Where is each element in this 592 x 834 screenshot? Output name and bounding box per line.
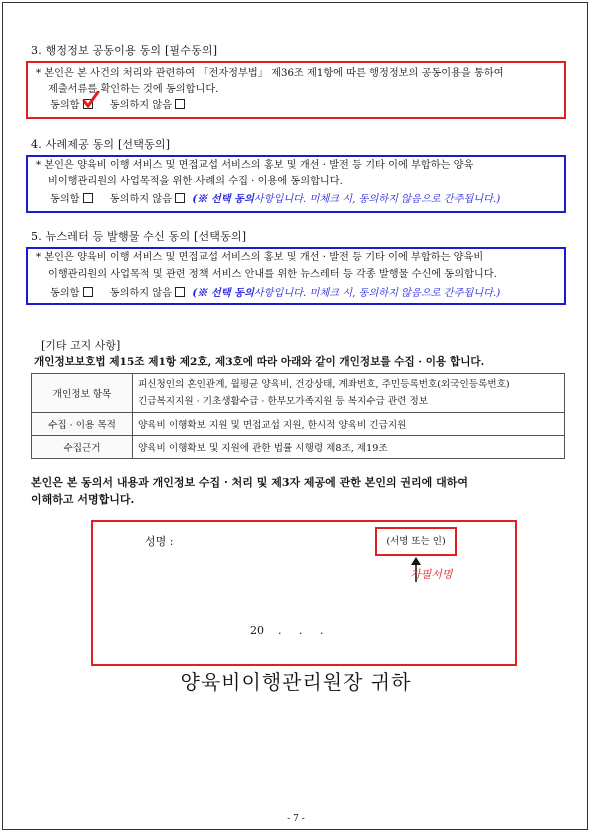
disagree-label: 동의하지 않음: [109, 288, 173, 299]
row-head: 개인정보 항목: [32, 374, 133, 413]
row-head: 수집 · 이용 목적: [32, 413, 133, 436]
notice-law-line: 개인정보보호법 제15조 제1항 제2호, 제3호에 따라 아래와 같이 개인정보를 수집 · 이용 합니다.: [34, 356, 485, 368]
handwritten-signature-label: 자필서명: [410, 568, 453, 581]
section-5-text-line2: 이행관리원의 사업목적 및 관련 정책 서비스 안내를 위한 뉴스레터 등 각종 발행물 수신에 동의합니다.: [48, 269, 497, 280]
disagree-checkbox[interactable]: [175, 99, 185, 109]
optional-consent-note: (※ 선택 동의사항입니다. 미체크 시, 동의하지 않음으로 간주됩니다.): [192, 287, 501, 299]
agree-label: 동의함: [50, 100, 80, 111]
row-value-line1: 피신청인의 혼인관계, 월평균 양육비, 건강상태, 계좌번호, 주민등록번호(외국인등록번호): [138, 379, 510, 390]
name-field[interactable]: [180, 528, 360, 550]
optional-consent-note: (※ 선택 동의사항입니다. 미체크 시, 동의하지 않음으로 간주됩니다.): [192, 193, 501, 205]
section-4-text-line1: * 본인은 양육비 이행 서비스 및 면접교섭 서비스의 홍보 및 개선 · 발전 등 기타 이에 부합하는 양육: [36, 160, 474, 171]
page-number: - 7 -: [287, 814, 305, 824]
table-row: [32, 436, 565, 459]
row-value-line2: 긴급복지지원 · 기초생활수급 · 한부모가족지원 등 복지수급 관련 정보: [138, 396, 428, 407]
consent-statement-line2: 이해하고 서명합니다.: [31, 493, 135, 506]
agree-label: 동의함: [50, 288, 80, 299]
section-4-title: 4. 사례제공 동의 [선택동의]: [31, 138, 171, 151]
section-3-options: [50, 99, 185, 113]
addressee-title: 양육비이행관리원장 귀하: [180, 670, 412, 694]
table-row: [32, 413, 565, 436]
section-3-text-line1: * 본인은 본 사건의 처리와 관련하여 「전자정부법」 제36조 제1항에 따른 행정정보의 공동이용을 통하여: [36, 68, 504, 79]
agree-checkbox[interactable]: [83, 99, 93, 109]
sign-hint: (서명 또는 인): [386, 536, 446, 547]
disagree-checkbox[interactable]: [175, 287, 185, 297]
date-field[interactable]: 20 . . .: [250, 624, 324, 637]
checkmark-icon: [82, 91, 100, 109]
agree-checkbox[interactable]: [83, 193, 93, 203]
name-label: 성명 :: [145, 535, 174, 548]
row-head: 수집근거: [32, 436, 133, 459]
agree-label: 동의함: [50, 194, 80, 205]
section-4-options: [50, 192, 500, 207]
consent-statement-line1: 본인은 본 동의서 내용과 개인정보 수집 · 처리 및 제3자 제공에 관한 본인의 권리에 대하여: [31, 476, 469, 489]
section-5-title: 5. 뉴스레터 등 발행물 수신 동의 [선택동의]: [31, 230, 247, 243]
section-3-text-line2: 제출서류를 확인하는 것에 동의합니다.: [48, 84, 219, 95]
notice-heading: [기타 고지 사항]: [41, 339, 121, 352]
table-row: [32, 374, 565, 413]
personal-info-table: [31, 373, 565, 459]
signature-field[interactable]: [375, 527, 457, 556]
disagree-label: 동의하지 않음: [109, 194, 173, 205]
section-4-text-line2: 비이행관리원의 사업목적을 위한 사례의 수집 · 이용에 동의합니다.: [48, 176, 343, 187]
row-value: [133, 374, 565, 413]
row-value: 양육비 이행확보 및 지원에 관한 법률 시행령 제8조, 제19조: [133, 436, 565, 459]
agree-checkbox[interactable]: [83, 287, 93, 297]
disagree-checkbox[interactable]: [175, 193, 185, 203]
section-5-options: [50, 286, 500, 301]
section-3-title: 3. 행정정보 공동이용 동의 [필수동의]: [31, 44, 218, 57]
row-value: 양육비 이행확보 지원 및 면접교섭 지원, 한시적 양육비 긴급지원: [133, 413, 565, 436]
section-5-text-line1: * 본인은 양육비 이행 서비스 및 면접교섭 서비스의 홍보 및 개선 · 발전 등 기타 이에 부합하는 양육비: [36, 252, 484, 263]
disagree-label: 동의하지 않음: [109, 100, 173, 111]
